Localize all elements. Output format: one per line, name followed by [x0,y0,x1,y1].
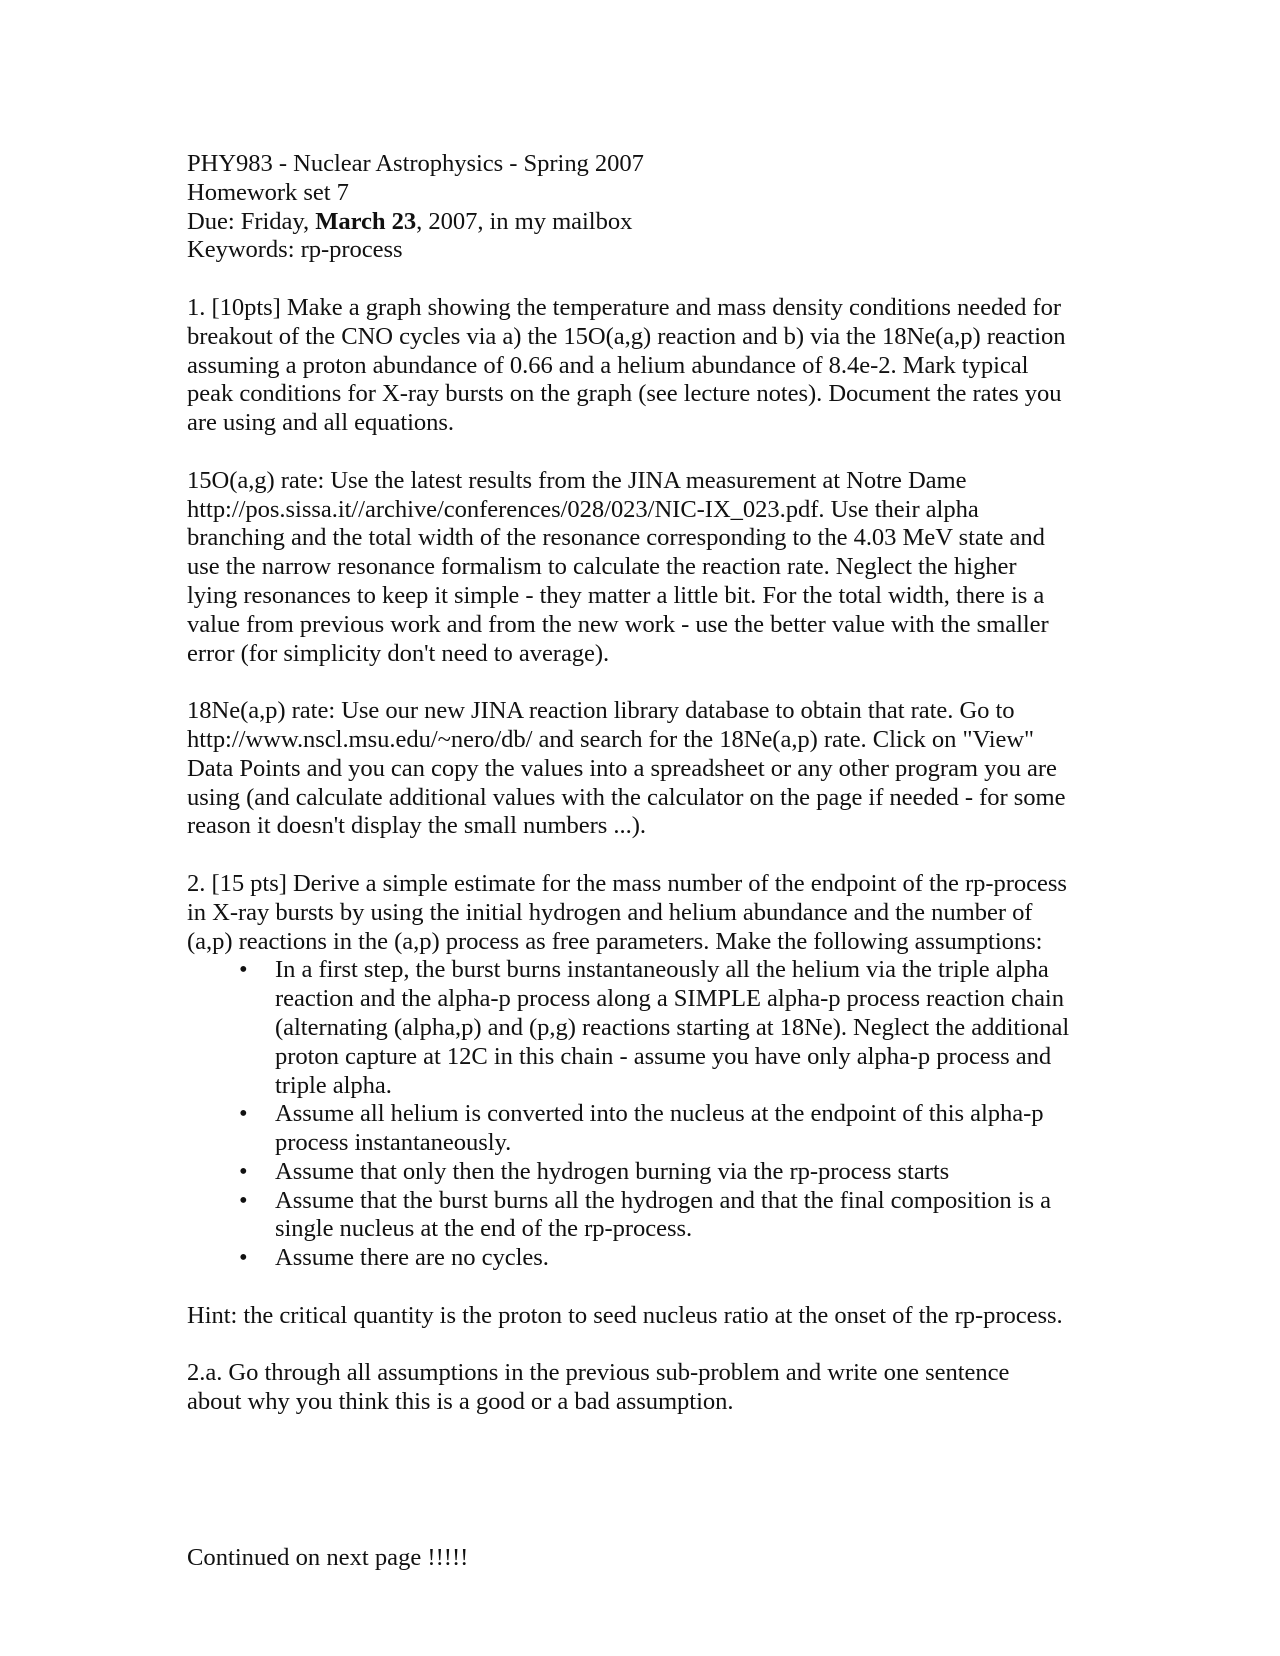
problem-2a-line: about why you think this is a good or a bad assumption. [187,1388,734,1416]
rate-18ne-line: reason it doesn't display the small numbers ...). [187,812,646,840]
problem-2a-line: 2.a. Go through all assumptions in the previous sub-problem and write one sentence [187,1359,1010,1387]
list-item [187,1100,1097,1158]
list-item-line: In a first step, the burst burns instantaneously all the helium via the triple alpha [275,956,1049,984]
rate-18ne-line: 18Ne(a,p) rate: Use our new JINA reaction library database to obtain that rate. Go to [187,697,1015,725]
rate-15o-url-line: http://pos.sissa.it//archive/conferences/028/023/NIC-IX_023.pdf. Use their alpha [187,495,979,523]
problem-1-line: peak conditions for X-ray bursts on the graph (see lecture notes). Document the rates you [187,380,1062,408]
assumptions-list [187,956,1097,1273]
rate-15o-line: branching and the total width of the resonance corresponding to the 4.03 MeV state and [187,524,1045,552]
rate-18ne-url-line: http://www.nscl.msu.edu/~nero/db/ and search for the 18Ne(a,p) rate. Click on "View" [187,725,1035,753]
bullet-icon: • [239,1157,248,1185]
hint-paragraph [187,1302,1097,1331]
bullet-icon: • [239,956,248,984]
list-item-line: triple alpha. [275,1071,392,1099]
bullet-icon: • [239,1244,248,1272]
list-item-line: (alternating (alpha,p) and (p,g) reactions starting at 18Ne). Neglect the additional [275,1013,1070,1041]
rate-18ne-line: Data Points and you can copy the values into a spreadsheet or any other program you are [187,754,1057,782]
keywords: Keywords: rp-process [187,236,403,264]
due-suffix: , 2007, in my mailbox [416,207,633,235]
list-item [187,956,1097,1100]
problem-2 [187,870,1097,956]
problem-2a [187,1359,1097,1417]
list-item-line: proton capture at 12C in this chain - assume you have only alpha-p process and [275,1042,1052,1070]
list-item-line: reaction and the alpha-p process along a SIMPLE alpha-p process reaction chain [275,985,1064,1013]
problem-1 [187,294,1097,438]
list-item-line: Assume all helium is converted into the nucleus at the endpoint of this alpha-p [275,1100,1044,1128]
rate-15o-line: use the narrow resonance formalism to calculate the reaction rate. Neglect the higher [187,553,1017,581]
list-item-line: Assume that only then the hydrogen burning via the rp-process starts [275,1157,950,1185]
list-item-line: Assume there are no cycles. [275,1244,549,1272]
list-item-line: single nucleus at the end of the rp-process. [275,1215,693,1243]
homework-title: Homework set 7 [187,178,349,206]
bullet-icon: • [239,1100,248,1128]
problem-2-line: 2. [15 pts] Derive a simple estimate for the mass number of the endpoint of the rp-process [187,869,1067,897]
rate-15o-line: lying resonances to keep it simple - they matter a little bit. For the total width, there is a [187,581,1045,609]
list-item-line: process instantaneously. [275,1129,512,1157]
due-date [187,208,1097,237]
list-item [187,1158,1097,1187]
due-prefix: Due: Friday, [187,207,316,235]
list-item [187,1187,1097,1245]
list-item [187,1244,1097,1273]
rate-18ne-line: using (and calculate additional values with the calculator on the page if needed - for some [187,783,1066,811]
header-block [187,150,1097,265]
due-date-bold: March 23 [315,207,417,235]
problem-1-line: breakout of the CNO cycles via a) the 15O(a,g) reaction and b) via the 18Ne(a,p) reaction [187,322,1066,350]
list-item-line: Assume that the burst burns all the hydrogen and that the final composition is a [275,1186,1052,1214]
rate-15o-line: error (for simplicity don't need to average). [187,639,610,667]
problem-1-line: assuming a proton abundance of 0.66 and a helium abundance of 8.4e-2. Mark typical [187,351,1029,379]
rate-18ne-paragraph [187,697,1097,841]
problem-1-line: 1. [10pts] Make a graph showing the temperature and mass density conditions needed for [187,293,1062,321]
rate-15o-paragraph [187,467,1097,669]
document-page [187,150,1097,1446]
problem-2-line: (a,p) reactions in the (a,p) process as free parameters. Make the following assumptions: [187,927,1043,955]
problem-1-line: are using and all equations. [187,409,455,437]
rate-15o-line: 15O(a,g) rate: Use the latest results from the JINA measurement at Notre Dame [187,466,967,494]
hint-line: Hint: the critical quantity is the proton to seed nucleus ratio at the onset of the rp-process. [187,1301,1063,1329]
rate-15o-line: value from previous work and from the new work - use the better value with the smaller [187,610,1049,638]
course-title: PHY983 - Nuclear Astrophysics - Spring 2007 [187,150,644,177]
problem-2-line: in X-ray bursts by using the initial hydrogen and helium abundance and the number of [187,898,1033,926]
continued-note: Continued on next page !!!!! [187,1544,469,1571]
bullet-icon: • [239,1186,248,1214]
